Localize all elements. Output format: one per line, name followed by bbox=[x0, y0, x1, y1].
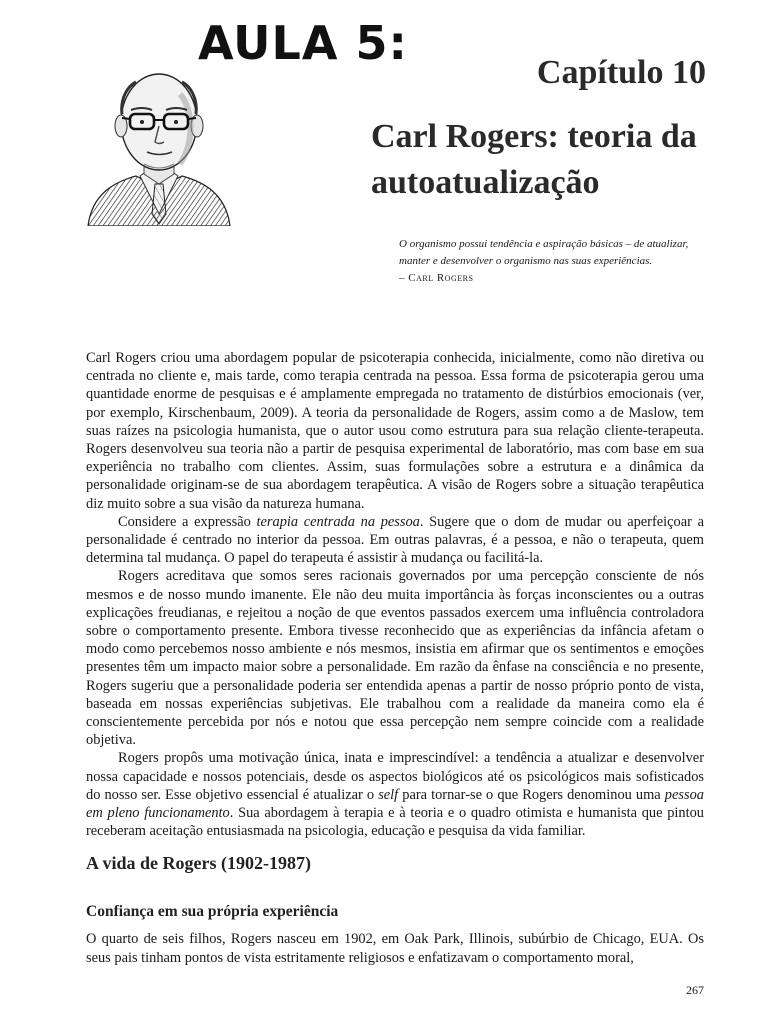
paragraph bbox=[86, 749, 704, 840]
paragraph bbox=[86, 513, 704, 568]
epigraph bbox=[399, 236, 709, 287]
paragraph: Carl Rogers criou uma abordagem popular de psicoterapia conhecida, inicialmente, como não diretiva ou centrada no cliente e, mais tarde, como terapia centrada na pessoa. Essa forma de psicoterapia gerou uma quantidade enorme de pesquisas e é amplamente empregada no tratamento de distúrbios emocionais (ver, por exemplo, Kirschenbaum, 2009). A teoria da personalidade de Rogers, assim como a de Maslow, tem suas raízes na psicologia humanista, que o autor usou como estrutura para sua relação cliente-terapeuta. Rogers desenvolveu sua teoria não a partir de pesquisa experimental de laboratório, mas com base em sua experiência no trabalho com clientes. Assim, suas formulações sobre a estrutura e a dinâmica da personalidade originam-se de sua abordagem terapêutica. A visão de Rogers sobre a situação terapêutica diz muito sobre a sua visão da natureza humana. bbox=[86, 350, 704, 512]
paragraph-text: Considere a expressão bbox=[118, 513, 257, 530]
paragraph: Rogers acreditava que somos seres racionais governados por uma percepção consciente de nós mesmos e de nosso mundo imanente. Ele não deu muita importância às forças inconscientes ou a outras explicações freudianas, e rejeitou a noção de que eventos passados exercem uma influência controladora sobre o comportamento presente. Embora tivesse reconhecido que as experiências da infância afetam o modo como percebemos nosso ambiente e nós mesmos, insistia em afirmar que os sentimentos e emoções presentes têm um impacto maior sobre a personalidade. Em razão da ênfase na consciência e no presente, Rogers sugeriu que a personalidade poderia ser entendida apenas a partir de nosso próprio ponto de vista, baseada em nossas experiências subjetivas. Ele trabalhou com a realidade da maneira como ela é conscientemente percebida por nós e notou que essa percepção nem sempre coincide com a realidade objetiva. bbox=[86, 568, 704, 749]
paragraph-text: Rogers propôs uma motivação única, inata e imprescindível: a tendência a atualizar e desenvolver nossa capacidade e nossos potenciais, desde os aspectos biológicos até os psicológicos mais sofisticados do nosso ser. Esse objetivo essencial é atualizar o bbox=[86, 750, 704, 803]
emphasis-term: self bbox=[378, 786, 399, 803]
paragraph-text: . Sua abordagem à terapia e à teoria e o quadro otimista e humanista que pintou receberam aceitação entusiasmada na psicologia, educação e pesquisa da vida familiar. bbox=[86, 805, 704, 840]
portrait-illustration-icon bbox=[84, 64, 234, 226]
emphasis-term: pessoa em pleno funcionamento bbox=[86, 786, 704, 822]
paragraph-text: para tornar-se o que Rogers denominou uma bbox=[398, 786, 665, 803]
epigraph-author: – Carl Rogers bbox=[399, 272, 474, 284]
chapter-title: Carl Rogers: teoria da autoatualização bbox=[371, 118, 697, 201]
subsection-heading: Confiança em sua própria experiência bbox=[86, 903, 339, 920]
emphasis-term: terapia centrada na pessoa bbox=[256, 513, 420, 530]
lesson-label: AULA 5: bbox=[198, 16, 408, 70]
page-number: 267 bbox=[686, 983, 704, 997]
chapter-body bbox=[86, 349, 704, 840]
chapter-number: Capítulo 10 bbox=[536, 54, 706, 91]
paragraph: O quarto de seis filhos, Rogers nasceu em 1902, em Oak Park, Illinois, subúrbio de Chicago, EUA. Os seus pais tinham pontos de vista estritamente religiosos e enfatizavam o comportamento moral, bbox=[86, 931, 704, 966]
section-heading: A vida de Rogers (1902-1987) bbox=[86, 853, 311, 873]
section-body bbox=[86, 930, 704, 968]
epigraph-quote: O organismo possui tendência e aspiração básicas – de atualizar, manter e desenvolver o organismo nas suas experiências. bbox=[399, 238, 689, 267]
paragraph-text: . Sugere que o dom de mudar ou aperfeiçoar a personalidade é centrado no interior da pessoa. Em outras palavras, é a pessoa, e não o terapeuta, quem determina tal mudança. O papel do terapeuta é assistir à mudança ou facilitá-la. bbox=[86, 513, 704, 567]
